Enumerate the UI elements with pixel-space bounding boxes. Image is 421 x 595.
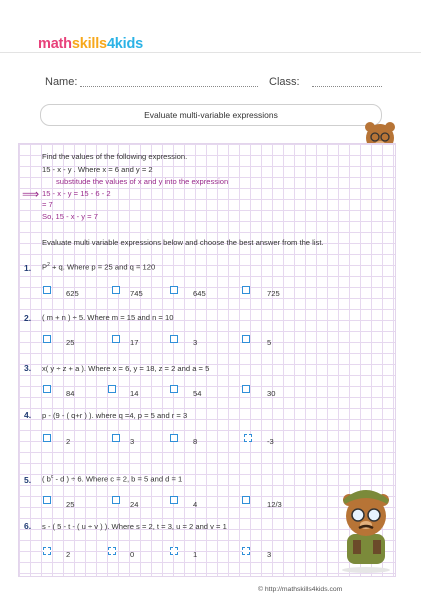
answer-option: 0 <box>130 550 135 559</box>
example-step-3: So, 15 - x - y = 7 <box>42 212 98 221</box>
explorer-bear-illustration <box>333 478 399 574</box>
answer-option: 84 <box>66 389 75 398</box>
answer-checkbox[interactable] <box>170 385 178 393</box>
answer-checkbox[interactable] <box>244 434 252 442</box>
answer-option: 2 <box>66 437 71 446</box>
answer-checkbox[interactable] <box>43 496 51 504</box>
answer-option: 25 <box>66 500 75 509</box>
answer-option: 5 <box>267 338 272 347</box>
logo-part-math: math <box>38 36 72 52</box>
question-text-rest: + q. Where p = 25 and q = 120 <box>49 262 156 272</box>
answer-option: 12/3 <box>267 500 282 509</box>
answer-checkbox[interactable] <box>242 547 250 555</box>
answer-checkbox[interactable] <box>112 286 120 294</box>
answer-checkbox[interactable] <box>108 547 116 555</box>
answer-option: 3 <box>193 338 198 347</box>
answer-option: 625 <box>66 289 79 298</box>
question-text-exponent: 2 <box>47 262 50 268</box>
question-text-exponent: c <box>50 474 54 480</box>
footer-copyright: © http://mathskills4kids.com <box>258 586 343 593</box>
answer-checkbox[interactable] <box>170 286 178 294</box>
instruction-evaluate: Evaluate multi variable expressions below and choose the best answer from the list. <box>42 238 324 247</box>
worksheet-title: Evaluate multi-variable expressions <box>40 104 382 126</box>
answer-option: 17 <box>130 338 139 347</box>
answer-checkbox[interactable] <box>242 286 250 294</box>
answer-option: 3 <box>267 550 272 559</box>
question-number: 6. <box>24 521 32 531</box>
class-label: Class: <box>269 76 300 88</box>
question-text: s - ( 5 - t - ( u ÷ v ) ). Where s = 2, t = 3, u = 2 and v = 1 <box>42 522 227 531</box>
answer-option: 645 <box>193 289 206 298</box>
example-expression: 15 - x - y . Where x = 6 and y = 2 <box>42 165 153 174</box>
class-field[interactable] <box>312 86 382 87</box>
question-text <box>42 262 155 272</box>
answer-checkbox[interactable] <box>170 496 178 504</box>
answer-checkbox[interactable] <box>170 434 178 442</box>
brand-logo <box>38 36 143 52</box>
answer-option: 745 <box>130 289 143 298</box>
answer-checkbox[interactable] <box>112 434 120 442</box>
question-text: ( m + n ) ÷ 5. Where m = 15 and n = 10 <box>42 313 174 322</box>
answer-checkbox[interactable] <box>43 335 51 343</box>
answer-option: 14 <box>130 389 139 398</box>
question-text-base: P <box>42 262 48 272</box>
instruction-find: Find the values of the following expression. <box>42 152 188 161</box>
question-number: 1. <box>24 263 32 273</box>
answer-option: 1 <box>193 550 198 559</box>
answer-option: -3 <box>267 437 274 446</box>
name-field[interactable] <box>80 86 258 87</box>
question-number: 5. <box>24 475 32 485</box>
question-text-base: ( b <box>42 474 51 484</box>
answer-checkbox[interactable] <box>43 434 51 442</box>
answer-option: 24 <box>130 500 139 509</box>
answer-option: 54 <box>193 389 202 398</box>
name-label: Name: <box>45 76 78 88</box>
answer-checkbox[interactable] <box>242 496 250 504</box>
answer-checkbox[interactable] <box>170 335 178 343</box>
question-text: p - (9 - ( q+r ) ). where q =4, p = 5 and r = 3 <box>42 411 188 420</box>
answer-checkbox[interactable] <box>242 335 250 343</box>
logo-part-skills: skills <box>71 36 107 52</box>
answer-checkbox[interactable] <box>108 385 116 393</box>
answer-checkbox[interactable] <box>112 335 120 343</box>
example-step-1: 15 - x - y = 15 - 6 - 2 <box>42 189 111 198</box>
answer-checkbox[interactable] <box>112 496 120 504</box>
answer-checkbox[interactable] <box>170 547 178 555</box>
answer-option: 8 <box>193 437 198 446</box>
logo-part-4kids: 4kids <box>106 36 144 52</box>
example-substitute-note: substitude the values of x and y into the expression <box>56 177 229 186</box>
question-text-rest: - d ) ÷ 6. Where c = 2, b = 5 and d = 1 <box>53 474 183 484</box>
answer-option: 3 <box>130 437 135 446</box>
answer-checkbox[interactable] <box>43 385 51 393</box>
header-divider <box>0 52 421 53</box>
answer-option: 725 <box>267 289 280 298</box>
answer-checkbox[interactable] <box>43 547 51 555</box>
answer-option: 2 <box>66 550 71 559</box>
question-number: 4. <box>24 410 32 420</box>
answer-option: 25 <box>66 338 75 347</box>
answer-checkbox[interactable] <box>43 286 51 294</box>
example-step-2: = 7 <box>42 200 53 209</box>
answer-option: 4 <box>193 500 198 509</box>
question-text <box>42 474 182 484</box>
arrow-icon: ⟹ <box>22 187 40 201</box>
answer-checkbox[interactable] <box>242 385 250 393</box>
question-text: x( y ÷ z + a ). Where x = 6, y = 18, z = 2 and a = 5 <box>42 364 210 373</box>
answer-option: 30 <box>267 389 276 398</box>
question-number: 3. <box>24 363 32 373</box>
question-number: 2. <box>24 313 32 323</box>
